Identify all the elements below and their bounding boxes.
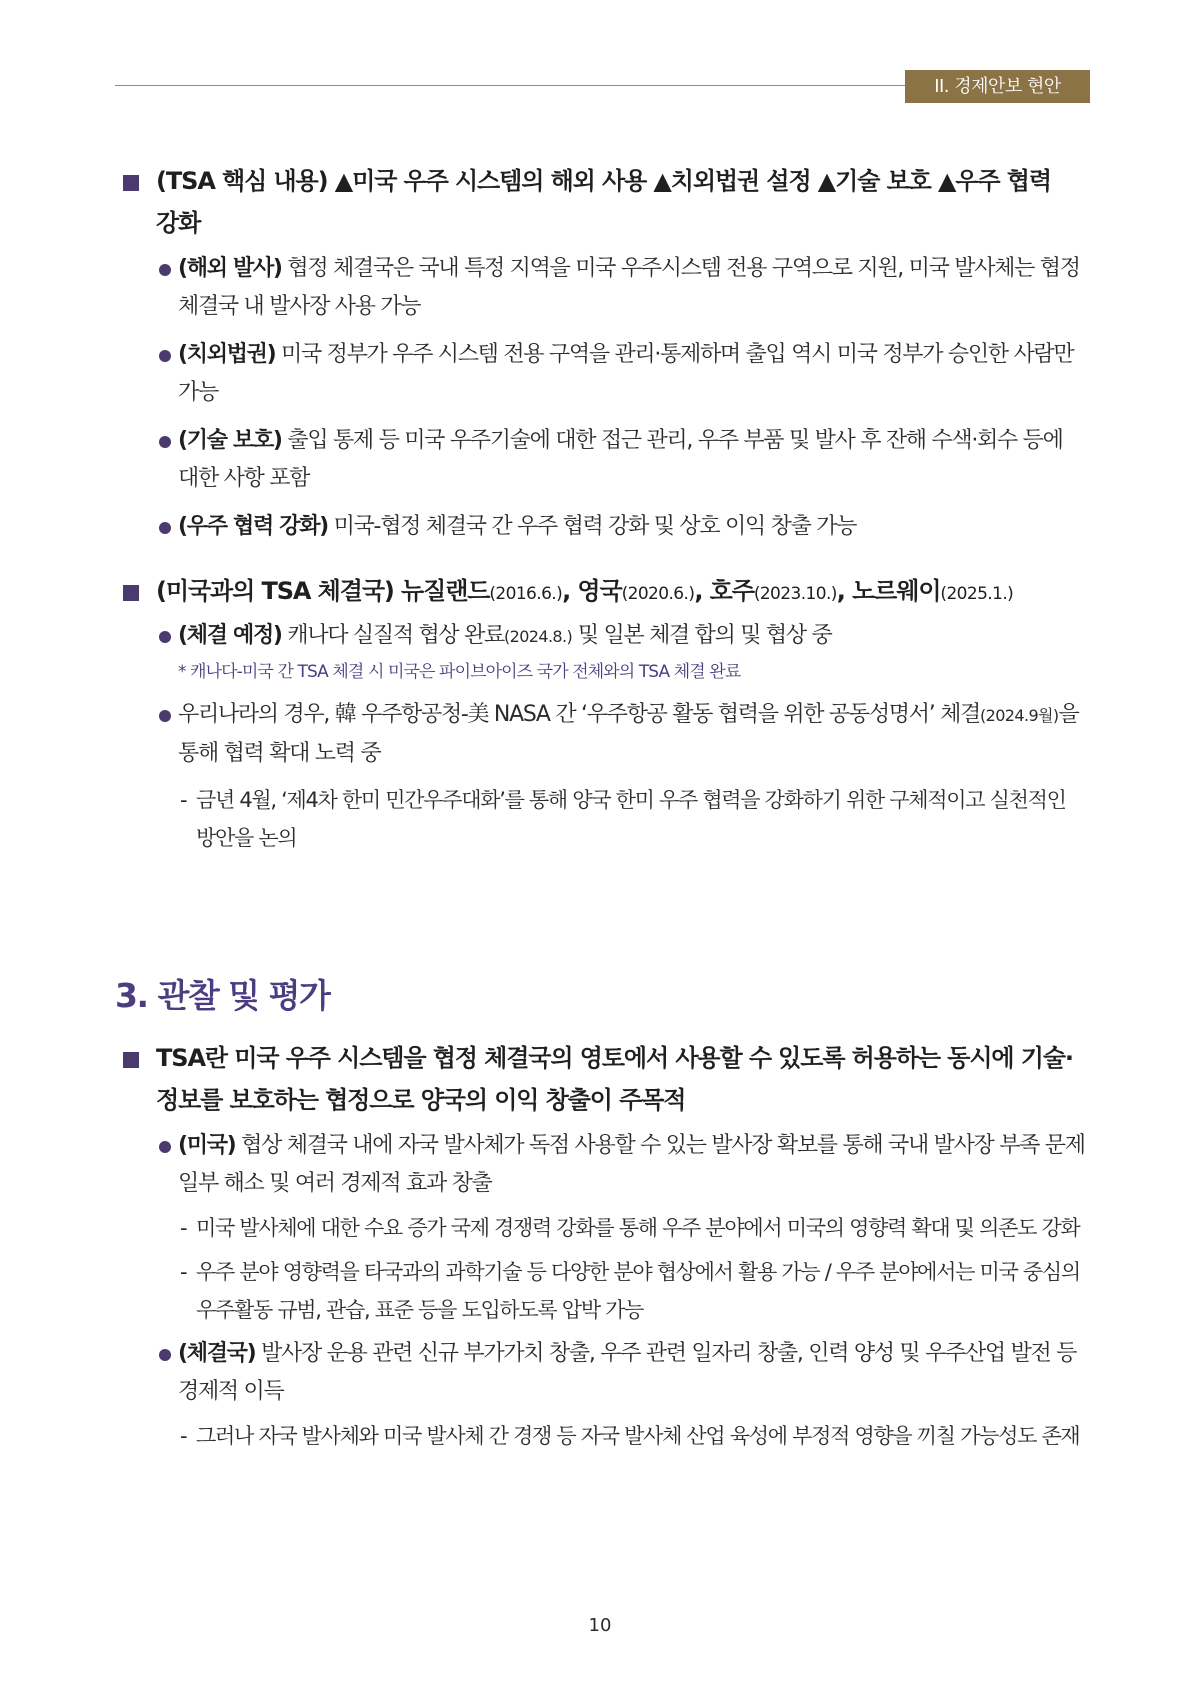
sub-item-dialogue: - 금년 4월, ‘제4차 한미 민간우주대화’를 통해 양국 한미 우주 협력을 강화하기 위한 구체적이고 실천적인 방안을 논의 <box>120 781 1095 857</box>
country-sep: , <box>694 577 710 605</box>
country-name: 영국 <box>577 577 622 605</box>
tsa-countries-heading <box>120 570 1095 615</box>
bullet-text: 출입 통제 등 미국 우주기술에 대한 접근 관리, 우주 부품 및 발사 후 잔해 수색·회수 등에 대한 사항 포함 <box>178 428 1063 491</box>
bullet-signatory <box>120 1335 1095 1411</box>
bullet-tech-protection <box>120 422 1095 498</box>
bullet-us <box>120 1127 1095 1203</box>
footnote-canada: * 캐나다-미국 간 TSA 체결 시 미국은 파이브아이즈 국가 전체와의 TSA 체결 완료 <box>178 662 741 682</box>
header-rule <box>115 85 905 86</box>
sub-item-influence: - 우주 분야 영향력을 타국과의 과학기술 등 다양한 분야 협상에서 활용 가능 / 우주 분야에서는 미국 중심의 우주활동 규범, 관습, 표준 등을 도입하도록 압박 가능 <box>120 1253 1095 1329</box>
country-date: (2020.6.) <box>621 584 695 604</box>
body-content <box>120 160 1095 1455</box>
bullet-label: (체결국) <box>178 1341 256 1366</box>
bullet-text: 미국-협정 체결국 간 우주 협력 강화 및 상호 이익 창출 가능 <box>327 514 857 539</box>
page-number: 10 <box>588 1615 612 1636</box>
assessment-heading: TSA란 미국 우주 시스템을 협정 체결국의 영토에서 사용할 수 있도록 허용하는 동시에 기술·정보를 보호하는 협정으로 양국의 이익 창출이 주목적 <box>120 1037 1095 1121</box>
bullet-label: (치외법권) <box>178 342 276 367</box>
country-date: (2025.1.) <box>940 584 1014 604</box>
country-name: 호주 <box>709 577 754 605</box>
bullet-korea-case <box>120 696 1095 773</box>
bullet-label: (우주 협력 강화) <box>178 514 328 539</box>
bullet-date: (2024.9월) <box>980 706 1059 725</box>
bullet-text: 우리나라의 경우, 韓 우주항공청-美 NASA 간 ‘우주항공 활동 협력을 위한 공동성명서’ 체결 <box>178 702 980 727</box>
bullet-label: (미국) <box>178 1133 236 1158</box>
bullet-text: 협상 체결국 내에 자국 발사체가 독점 사용할 수 있는 발사장 확보를 통해 국내 발사장 부족 문제 일부 해소 및 여러 경제적 효과 창출 <box>178 1133 1085 1196</box>
sub-item-demand: - 미국 발사체에 대한 수요 증가 국제 경쟁력 강화를 통해 우주 분야에서 미국의 영향력 확대 및 의존도 강화 <box>120 1209 1095 1247</box>
heading-prefix: (미국과의 TSA 체결국) <box>156 577 402 605</box>
country-sep: , <box>562 577 578 605</box>
bullet-space-cooperation <box>120 508 1095 546</box>
bullet-text: 미국 정부가 우주 시스템 전용 구역을 관리·통제하며 출입 역시 미국 정부가 승인한 사람만 가능 <box>178 342 1074 405</box>
bullet-text: 협정 체결국은 국내 특정 지역을 미국 우주시스템 전용 구역으로 지원, 미국 발사체는 협정 체결국 내 발사장 사용 가능 <box>178 256 1080 319</box>
bullet-text: 을 통해 협력 확대 노력 중 <box>178 702 1079 766</box>
country-date: (2016.6.) <box>489 584 563 604</box>
bullet-date: (2024.8.) <box>503 627 573 646</box>
section-tag: II. 경제안보 현안 <box>905 70 1090 103</box>
country-date: (2023.10.) <box>753 584 837 604</box>
country-name: 뉴질랜드 <box>401 577 490 605</box>
bullet-planned-signing <box>120 617 1095 656</box>
bullet-overseas-launch <box>120 250 1095 326</box>
bullet-label: (기술 보호) <box>178 428 282 453</box>
bullet-label: (해외 발사) <box>178 256 282 281</box>
bullet-text: 발사장 운용 관련 신규 부가가치 창출, 우주 관련 일자리 창출, 인력 양성 및 우주산업 발전 등 경제적 이득 <box>178 1341 1077 1404</box>
bullet-text: 캐나다 실질적 협상 완료 <box>281 623 504 648</box>
section-title: 3. 관찰 및 평가 <box>115 976 330 1015</box>
country-sep: , <box>836 577 853 605</box>
country-name: 노르웨이 <box>852 577 941 605</box>
tsa-core-heading: (TSA 핵심 내용) ▲미국 우주 시스템의 해외 사용 ▲치외법권 설정 ▲기술 보호 ▲우주 협력 강화 <box>120 160 1095 244</box>
bullet-label: (체결 예정) <box>178 623 282 648</box>
bullet-text: 및 일본 체결 합의 및 협상 중 <box>572 623 832 648</box>
bullet-extraterritoriality <box>120 336 1095 412</box>
sub-item-risk: - 그러나 자국 발사체와 미국 발사체 간 경쟁 등 자국 발사체 산업 육성에 부정적 영향을 끼칠 가능성도 존재 <box>120 1417 1095 1455</box>
